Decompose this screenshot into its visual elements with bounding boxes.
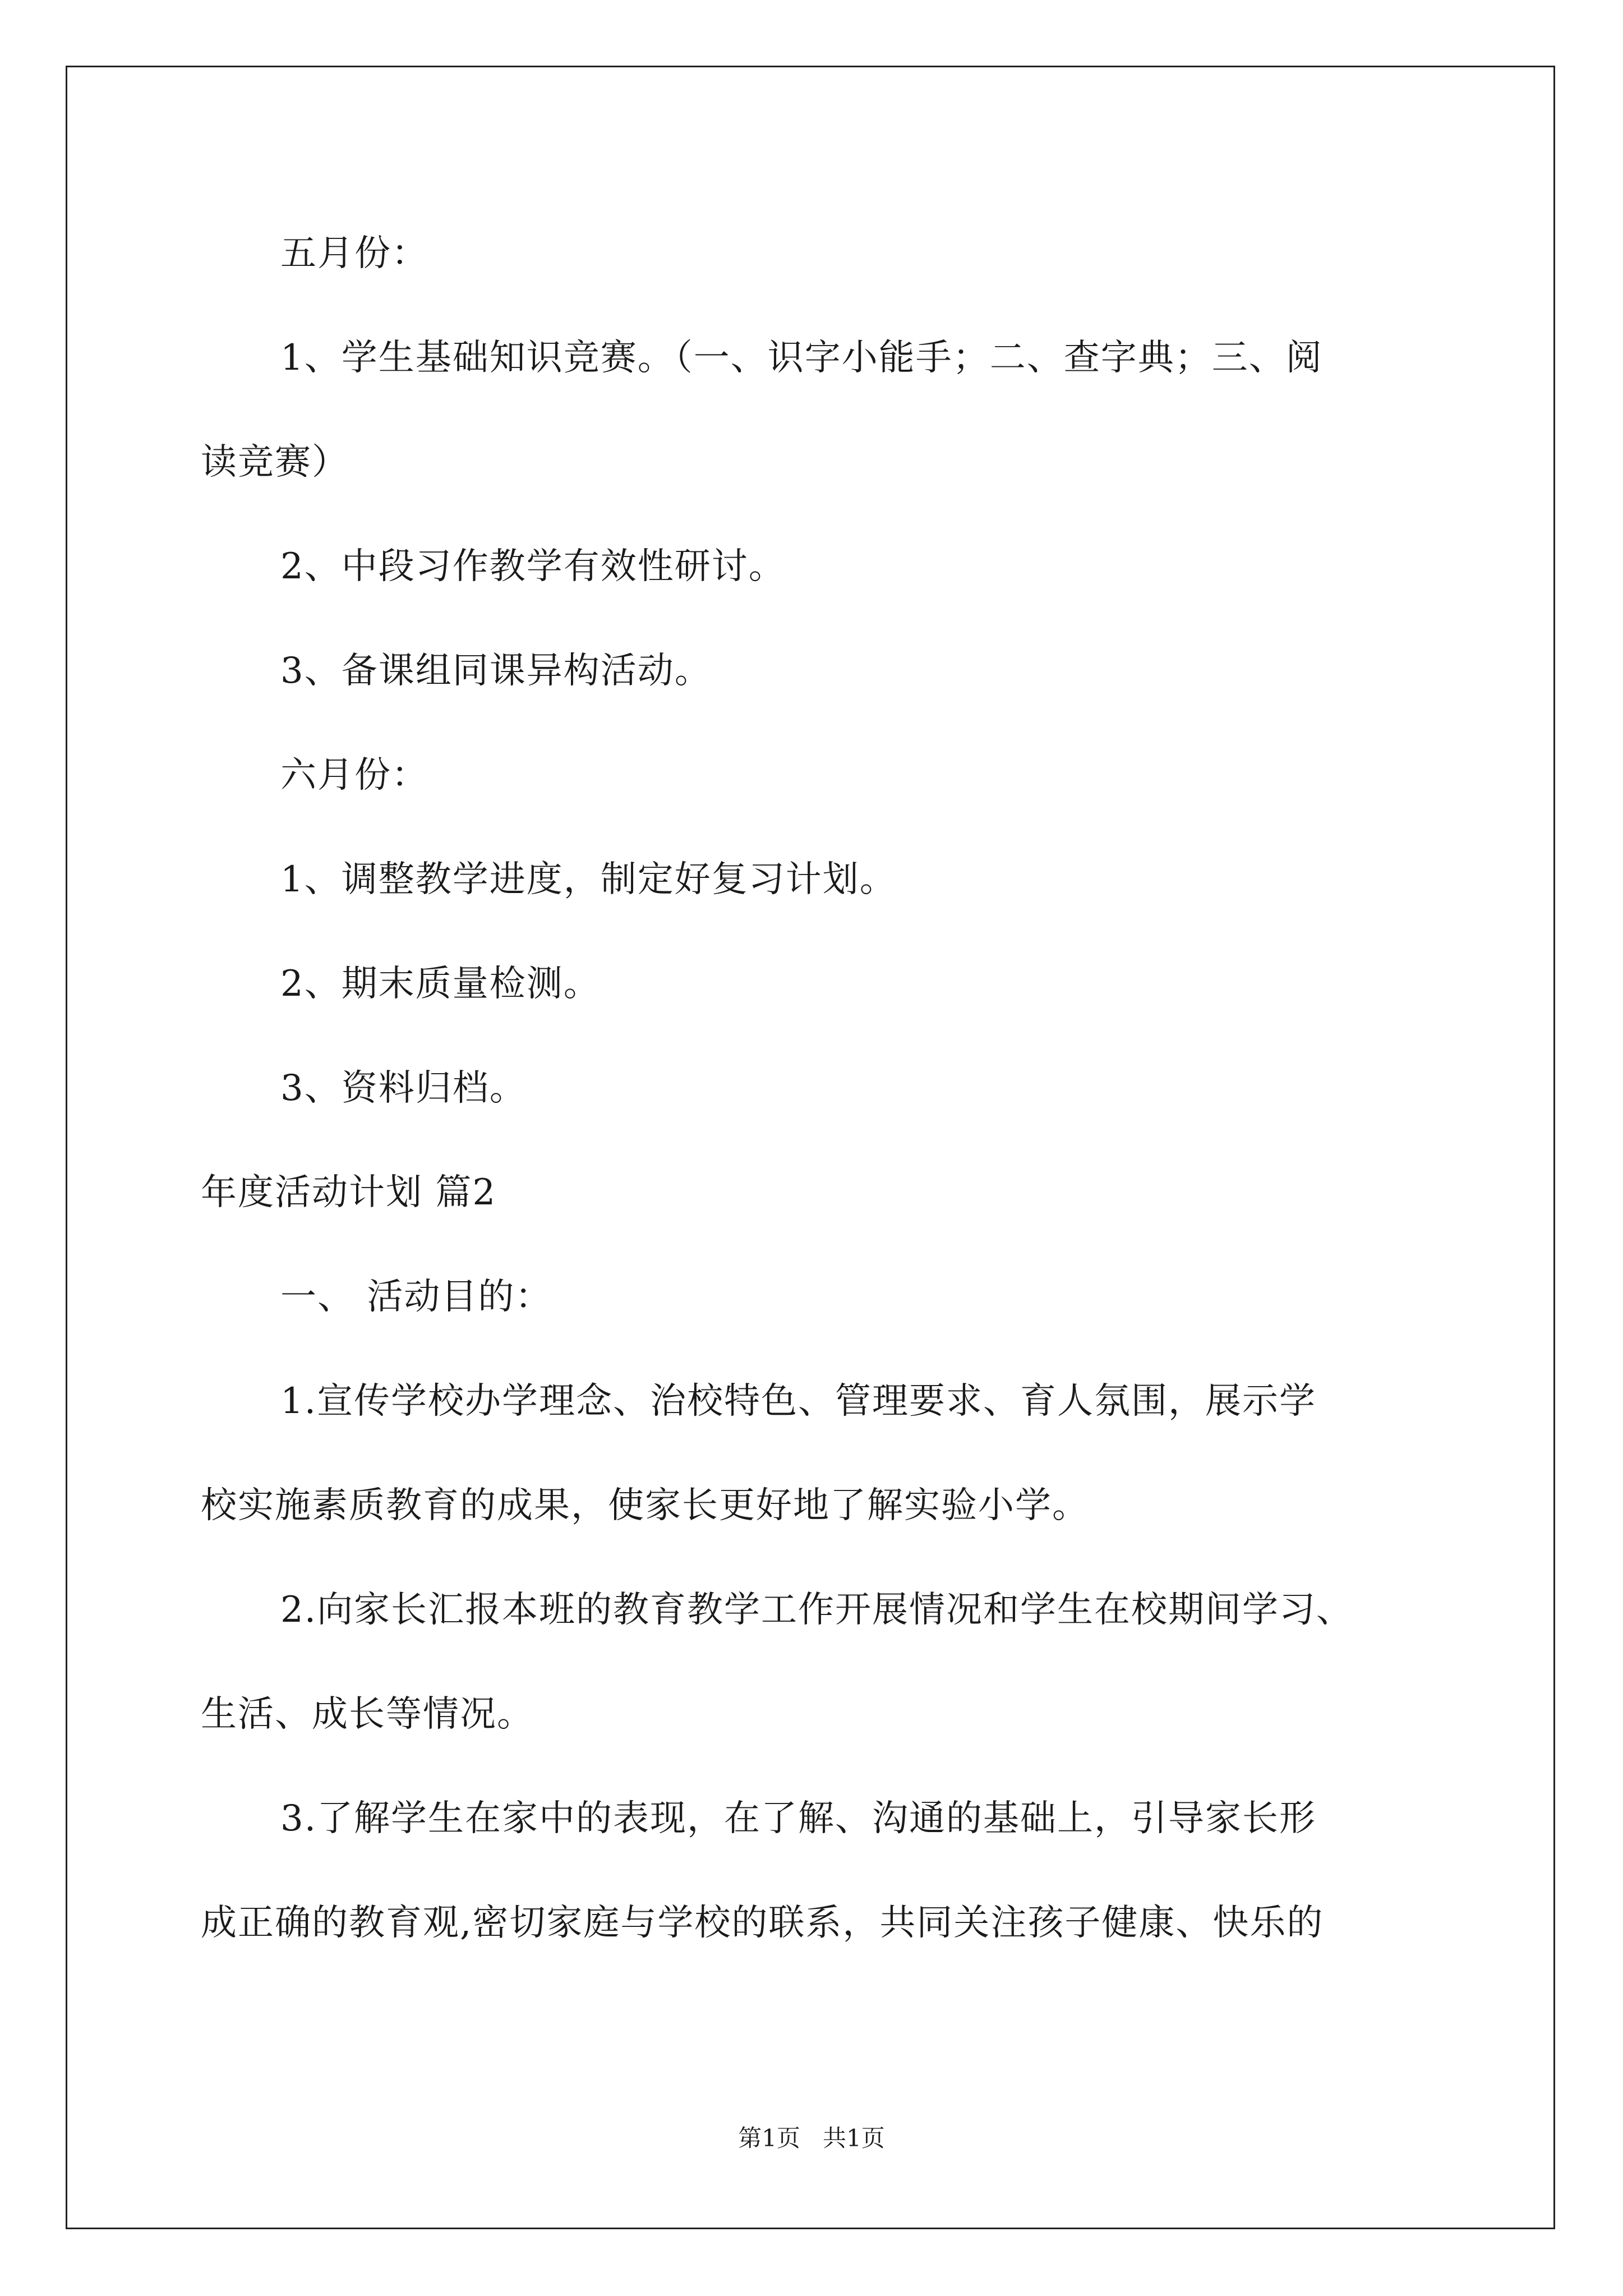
text-line: 五月份： <box>280 233 428 274</box>
text-line: 2、中段习作教学有效性研讨。 <box>280 546 786 587</box>
text-line: 1、学生基础知识竞赛。（一、识字小能手；二、查字典；三、阅 <box>280 337 1323 379</box>
text-line: 3、备课组同课异构活动。 <box>280 650 712 692</box>
text-line: 3.了解学生在家中的表现，在了解、沟通的基础上，引导家长形 <box>280 1798 1317 1839</box>
text-line: 一、 活动目的： <box>280 1276 552 1318</box>
page-footer: 第1页 共1页 <box>738 2124 885 2152</box>
text-line: 生活、成长等情况。 <box>201 1694 534 1735</box>
text-line: 2、期末质量检测。 <box>280 963 601 1005</box>
text-line: 校实施素质教育的成果，使家长更好地了解实验小学。 <box>201 1485 1089 1526</box>
text-line: 1.宣传学校办学理念、治校特色、管理要求、育人氛围，展示学 <box>280 1381 1317 1422</box>
section-heading: 年度活动计划 篇2 <box>201 1172 497 1213</box>
text-line: 2.向家长汇报本班的教育教学工作开展情况和学生在校期间学习、 <box>280 1589 1354 1631</box>
text-line: 3、资料归档。 <box>280 1068 527 1109</box>
text-line: 成正确的教育观,密切家庭与学校的联系，共同关注孩子健康、快乐的 <box>201 1902 1324 1944</box>
text-line: 1、调整教学进度，制定好复习计划。 <box>280 859 897 900</box>
text-line: 六月份： <box>280 754 428 796</box>
text-line: 读竞赛） <box>201 441 349 483</box>
